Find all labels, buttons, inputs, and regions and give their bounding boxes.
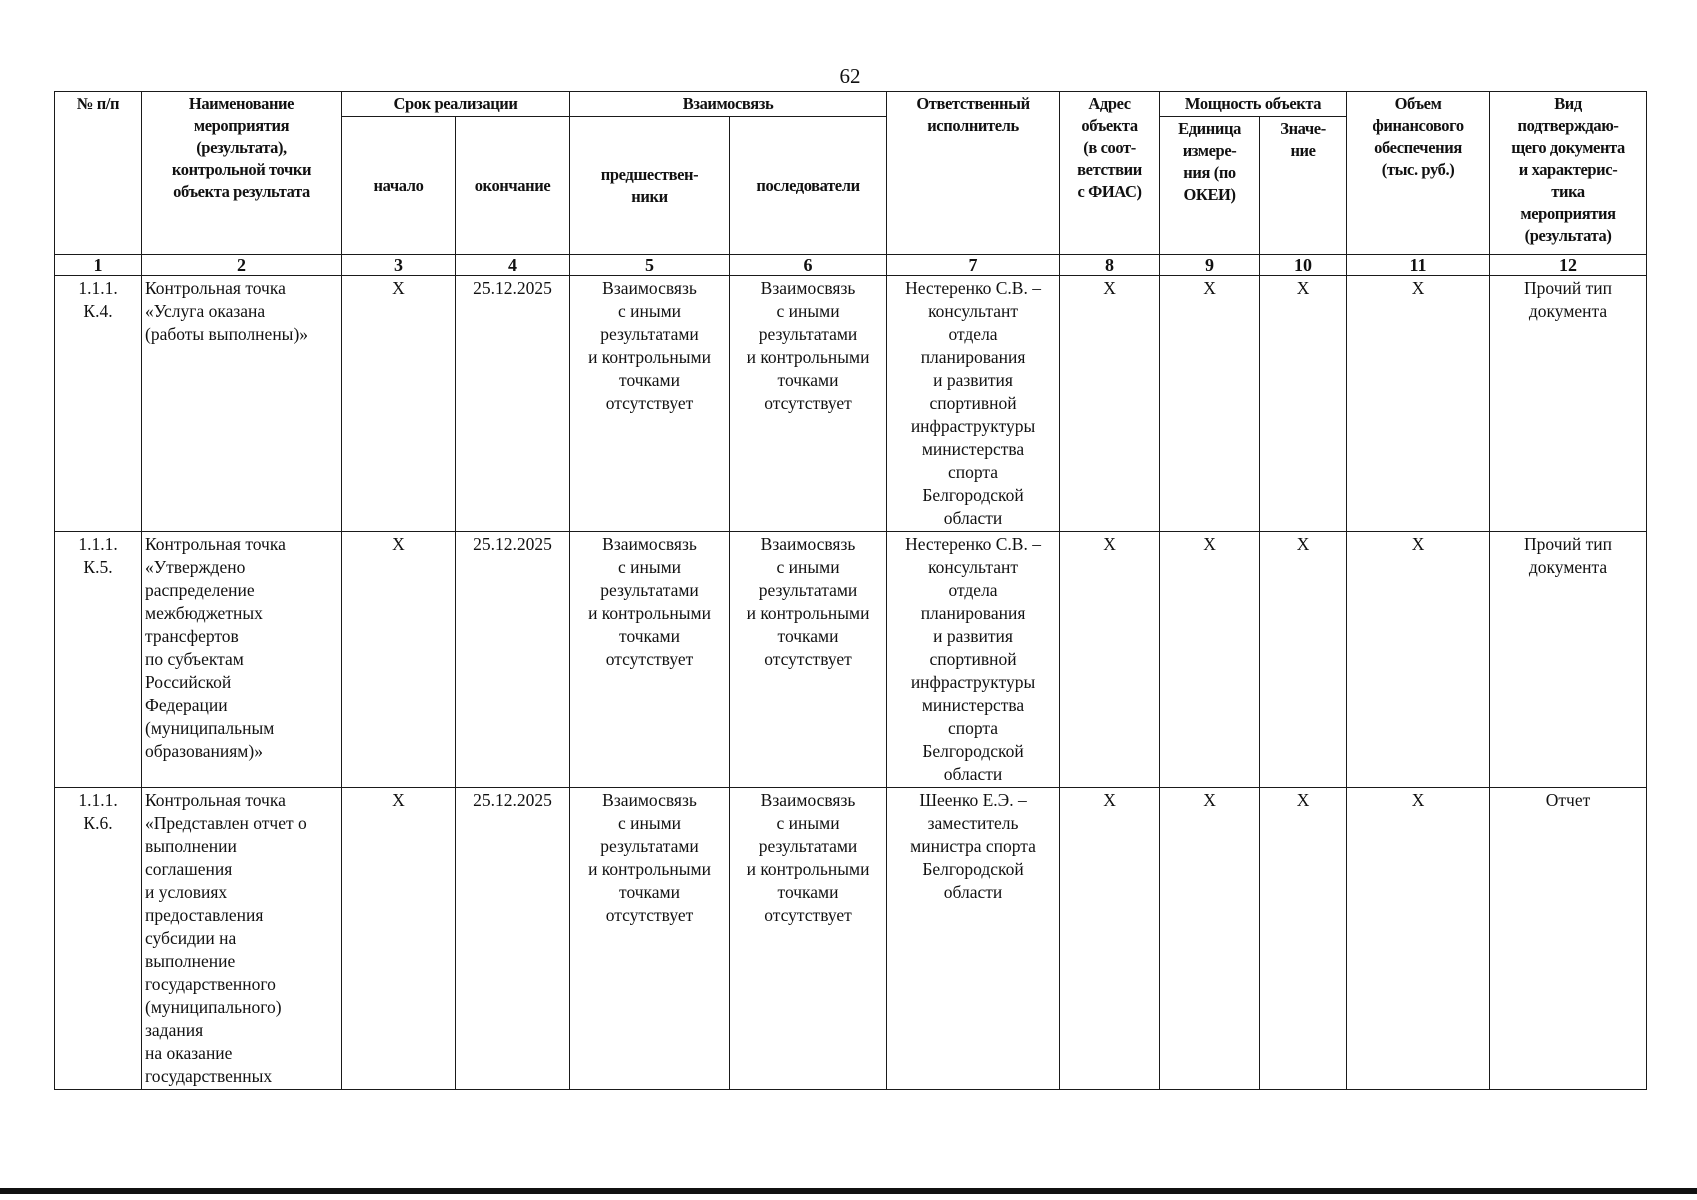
text-line: министра спорта <box>910 836 1036 856</box>
start-date: X <box>342 276 456 532</box>
text-line: предоставления <box>145 905 264 925</box>
text-line: Взаимосвязь <box>760 534 856 554</box>
text-line: Ответственный <box>916 94 1030 113</box>
column-number: 9 <box>1160 255 1260 276</box>
value: X <box>1260 276 1347 532</box>
header-value-label <box>1263 118 1343 162</box>
text-line: отсутствует <box>764 393 852 413</box>
text-line: выполнении <box>145 836 237 856</box>
text-line: точками <box>777 882 839 902</box>
text-line: инфраструктуры <box>910 672 1036 692</box>
text-line: (тыс. руб.) <box>1381 160 1455 179</box>
column-number: 6 <box>730 255 887 276</box>
text-line: области <box>943 882 1003 902</box>
text-line: и контрольными <box>746 603 870 623</box>
unit: X <box>1160 276 1260 532</box>
value: X <box>1260 532 1347 788</box>
text-line: образованиям)» <box>145 741 263 761</box>
event-name <box>145 533 338 763</box>
text-line: и контрольными <box>588 859 711 879</box>
event-name <box>145 277 338 346</box>
end-date: 25.12.2025 <box>456 532 570 788</box>
address: X <box>1060 532 1160 788</box>
text-line: подтверждаю- <box>1517 116 1619 135</box>
text-line: распределение <box>145 580 255 600</box>
text-line: Вид <box>1554 94 1582 113</box>
text-line: Значе- <box>1280 119 1326 138</box>
unit: X <box>1160 532 1260 788</box>
header-document-type <box>1490 92 1647 255</box>
document-type <box>1493 277 1643 323</box>
text-line: и контрольными <box>746 347 870 367</box>
text-line: результатами <box>600 836 699 856</box>
column-number: 5 <box>570 255 730 276</box>
header-address <box>1060 92 1160 255</box>
text-line: (в соот- <box>1083 138 1136 157</box>
text-line: Контрольная точка <box>145 278 286 298</box>
text-line: 1.1.1. <box>78 278 118 298</box>
text-line: отсутствует <box>764 905 852 925</box>
header-group-relation <box>570 92 887 117</box>
table-row <box>55 788 1647 1090</box>
text-line: (результата), <box>196 138 287 157</box>
text-line: выполнение <box>145 951 236 971</box>
text-line: области <box>943 764 1003 784</box>
text-line: документа <box>1528 301 1608 321</box>
text-line: «Утверждено <box>145 557 246 577</box>
document-type <box>1493 789 1643 812</box>
text-line: финансового <box>1372 116 1464 135</box>
header-successors <box>730 117 887 255</box>
text-line: Белгородской <box>922 859 1024 879</box>
text-line: Взаимосвязь <box>602 278 697 298</box>
responsible-person <box>890 533 1056 786</box>
text-line: результатами <box>600 324 699 344</box>
text-line: Белгородской <box>922 485 1024 505</box>
text-line: Единица <box>1178 119 1241 138</box>
text-line: результатами <box>758 324 858 344</box>
header-event-name <box>142 92 342 255</box>
header-row-number <box>55 92 142 255</box>
column-number: 4 <box>456 255 570 276</box>
finance: X <box>1347 788 1490 1090</box>
text-line: К.4. <box>83 301 113 321</box>
text-line: и контрольными <box>588 347 711 367</box>
text-line: Адрес <box>1088 94 1131 113</box>
end-date: 25.12.2025 <box>456 276 570 532</box>
text-line: точками <box>619 626 680 646</box>
column-number: 3 <box>342 255 456 276</box>
text-line: точками <box>777 370 839 390</box>
header-row-number-label: № п/п <box>76 94 120 113</box>
text-line: с иными <box>776 557 840 577</box>
text-line: (результата) <box>1524 226 1612 245</box>
header-group-timing-label: Срок реализации <box>393 94 518 113</box>
text-line: Нестеренко С.В. – <box>905 534 1041 554</box>
text-line: и контрольными <box>746 859 870 879</box>
text-line: Федерации <box>145 695 228 715</box>
text-line: трансфертов <box>145 626 239 646</box>
address: X <box>1060 276 1160 532</box>
text-line: результатами <box>758 836 858 856</box>
text-line: спортивной <box>929 649 1017 669</box>
finance: X <box>1347 532 1490 788</box>
text-line: и развития <box>933 370 1013 390</box>
header-predecessors <box>570 117 730 255</box>
header-address-label <box>1063 93 1156 203</box>
text-line: ники <box>631 186 668 206</box>
header-finance <box>1347 92 1490 255</box>
text-line: результатами <box>600 580 699 600</box>
text-line: документа <box>1528 557 1608 577</box>
text-line: ОКЕИ) <box>1183 185 1236 204</box>
column-number: 11 <box>1347 255 1490 276</box>
text-line: Российской <box>145 672 232 692</box>
column-numbers-row <box>55 255 1647 276</box>
successors <box>733 789 883 927</box>
text-line: Шеенко Е.Э. – <box>919 790 1027 810</box>
text-line: отсутствует <box>605 393 694 413</box>
text-line: спорта <box>948 718 999 738</box>
column-number: 7 <box>887 255 1060 276</box>
text-line: спорта <box>948 462 999 482</box>
text-line: объекта <box>1081 116 1138 135</box>
column-number: 12 <box>1490 255 1647 276</box>
text-line: Контрольная точка <box>145 790 286 810</box>
text-line: 1.1.1. <box>78 790 118 810</box>
header-document-type-label <box>1493 93 1643 247</box>
text-line: тика <box>1551 182 1585 201</box>
unit: X <box>1160 788 1260 1090</box>
header-predecessors-label <box>573 164 726 208</box>
text-line: с иными <box>776 813 840 833</box>
text-line: по субъектам <box>145 649 244 669</box>
text-line: 1.1.1. <box>78 534 118 554</box>
text-line: (работы выполнены)» <box>145 324 309 344</box>
document-type <box>1493 533 1643 579</box>
text-line: с иными <box>617 301 682 321</box>
end-date: 25.12.2025 <box>456 788 570 1090</box>
text-line: задания <box>145 1020 204 1040</box>
text-line: с ФИАС) <box>1077 182 1142 201</box>
text-line: области <box>943 508 1003 528</box>
table-row <box>55 532 1647 788</box>
text-line: Нестеренко С.В. – <box>905 278 1041 298</box>
header-successors-label: последователи <box>756 175 860 195</box>
text-line: измере- <box>1182 141 1237 160</box>
text-line: отдела <box>948 324 998 344</box>
text-line: ветствии <box>1077 160 1142 179</box>
implementation-plan-table <box>54 91 1647 1090</box>
text-line: отсутствует <box>605 649 694 669</box>
text-line: отсутствует <box>764 649 852 669</box>
header-responsible-label <box>890 93 1056 137</box>
text-line: точками <box>777 626 839 646</box>
page-bottom-rule <box>0 1188 1697 1194</box>
text-line: Контрольная точка <box>145 534 286 554</box>
text-line: отсутствует <box>605 905 694 925</box>
text-line: Прочий тип <box>1524 534 1613 554</box>
text-line: министерства <box>921 695 1025 715</box>
row-number <box>58 533 138 579</box>
row-number <box>58 277 138 323</box>
column-number: 1 <box>55 255 142 276</box>
text-line: Взаимосвязь <box>602 790 697 810</box>
text-line: Взаимосвязь <box>602 534 697 554</box>
text-line: межбюджетных <box>145 603 263 623</box>
predecessors <box>573 533 726 671</box>
start-date: X <box>342 532 456 788</box>
header-group-capacity <box>1160 92 1347 117</box>
text-line: исполнитель <box>927 116 1019 135</box>
successors <box>733 277 883 415</box>
text-line: инфраструктуры <box>910 416 1036 436</box>
text-line: на оказание <box>145 1043 233 1063</box>
text-line: с иными <box>776 301 840 321</box>
text-line: Взаимосвязь <box>760 790 856 810</box>
text-line: объекта результата <box>173 182 310 201</box>
header-event-name-label <box>145 93 338 203</box>
text-line: отдела <box>948 580 998 600</box>
column-number: 10 <box>1260 255 1347 276</box>
text-line: с иными <box>617 813 682 833</box>
column-number: 8 <box>1060 255 1160 276</box>
column-number: 2 <box>142 255 342 276</box>
text-line: (муниципальным <box>145 718 275 738</box>
text-line: Наименование <box>188 94 295 113</box>
text-line: предшествен- <box>600 164 699 184</box>
finance: X <box>1347 276 1490 532</box>
header-end-label: окончание <box>474 175 551 195</box>
text-line: и условиях <box>145 882 228 902</box>
header-group-relation-label: Взаимосвязь <box>682 94 774 113</box>
text-line: с иными <box>617 557 682 577</box>
text-line: и контрольными <box>588 603 711 623</box>
text-line: спортивной <box>929 393 1017 413</box>
text-line: и характерис- <box>1518 160 1618 179</box>
text-line: точками <box>619 370 680 390</box>
predecessors <box>573 277 726 415</box>
event-name <box>145 789 338 1088</box>
responsible-person <box>890 277 1056 530</box>
text-line: и развития <box>933 626 1013 646</box>
text-line: Объем <box>1394 94 1442 113</box>
text-line: соглашения <box>145 859 233 879</box>
text-line: планирования <box>920 603 1026 623</box>
text-line: ния (по <box>1183 163 1236 182</box>
text-line: точками <box>619 882 680 902</box>
table-row <box>55 276 1647 532</box>
successors <box>733 533 883 671</box>
header-group-capacity-label: Мощность объекта <box>1184 94 1322 113</box>
header-start <box>342 117 456 255</box>
text-line: Отчет <box>1545 790 1591 810</box>
predecessors <box>573 789 726 927</box>
text-line: контрольной точки <box>171 160 312 179</box>
text-line: консультант <box>928 557 1018 577</box>
text-line: Белгородской <box>922 741 1024 761</box>
text-line: К.6. <box>83 813 113 833</box>
header-value <box>1260 117 1347 255</box>
header-end <box>456 117 570 255</box>
header-group-timing <box>342 92 570 117</box>
text-line: субсидии на <box>145 928 237 948</box>
address: X <box>1060 788 1160 1090</box>
text-line: ние <box>1290 141 1316 160</box>
text-line: консультант <box>928 301 1018 321</box>
text-line: мероприятия <box>1520 204 1616 223</box>
text-line: Взаимосвязь <box>760 278 856 298</box>
value: X <box>1260 788 1347 1090</box>
text-line: государственного <box>145 974 276 994</box>
text-line: результатами <box>758 580 858 600</box>
text-line: Прочий тип <box>1524 278 1613 298</box>
text-line: «Представлен отчет о <box>145 813 307 833</box>
text-line: заместитель <box>927 813 1019 833</box>
text-line: министерства <box>921 439 1025 459</box>
text-line: мероприятия <box>193 116 290 135</box>
text-line: (муниципального) <box>145 997 282 1017</box>
text-line: «Услуга оказана <box>145 301 266 321</box>
text-line: обеспечения <box>1374 138 1462 157</box>
header-unit-label <box>1163 118 1256 206</box>
text-line: государственных <box>145 1066 273 1086</box>
header-responsible <box>887 92 1060 255</box>
header-start-label: начало <box>373 175 424 195</box>
header-unit <box>1160 117 1260 255</box>
row-number <box>58 789 138 835</box>
start-date: X <box>342 788 456 1090</box>
text-line: К.5. <box>83 557 113 577</box>
header-finance-label <box>1350 93 1486 181</box>
page-number: 62 <box>839 64 861 88</box>
responsible-person <box>890 789 1056 904</box>
text-line: планирования <box>920 347 1026 367</box>
text-line: щего документа <box>1511 138 1625 157</box>
